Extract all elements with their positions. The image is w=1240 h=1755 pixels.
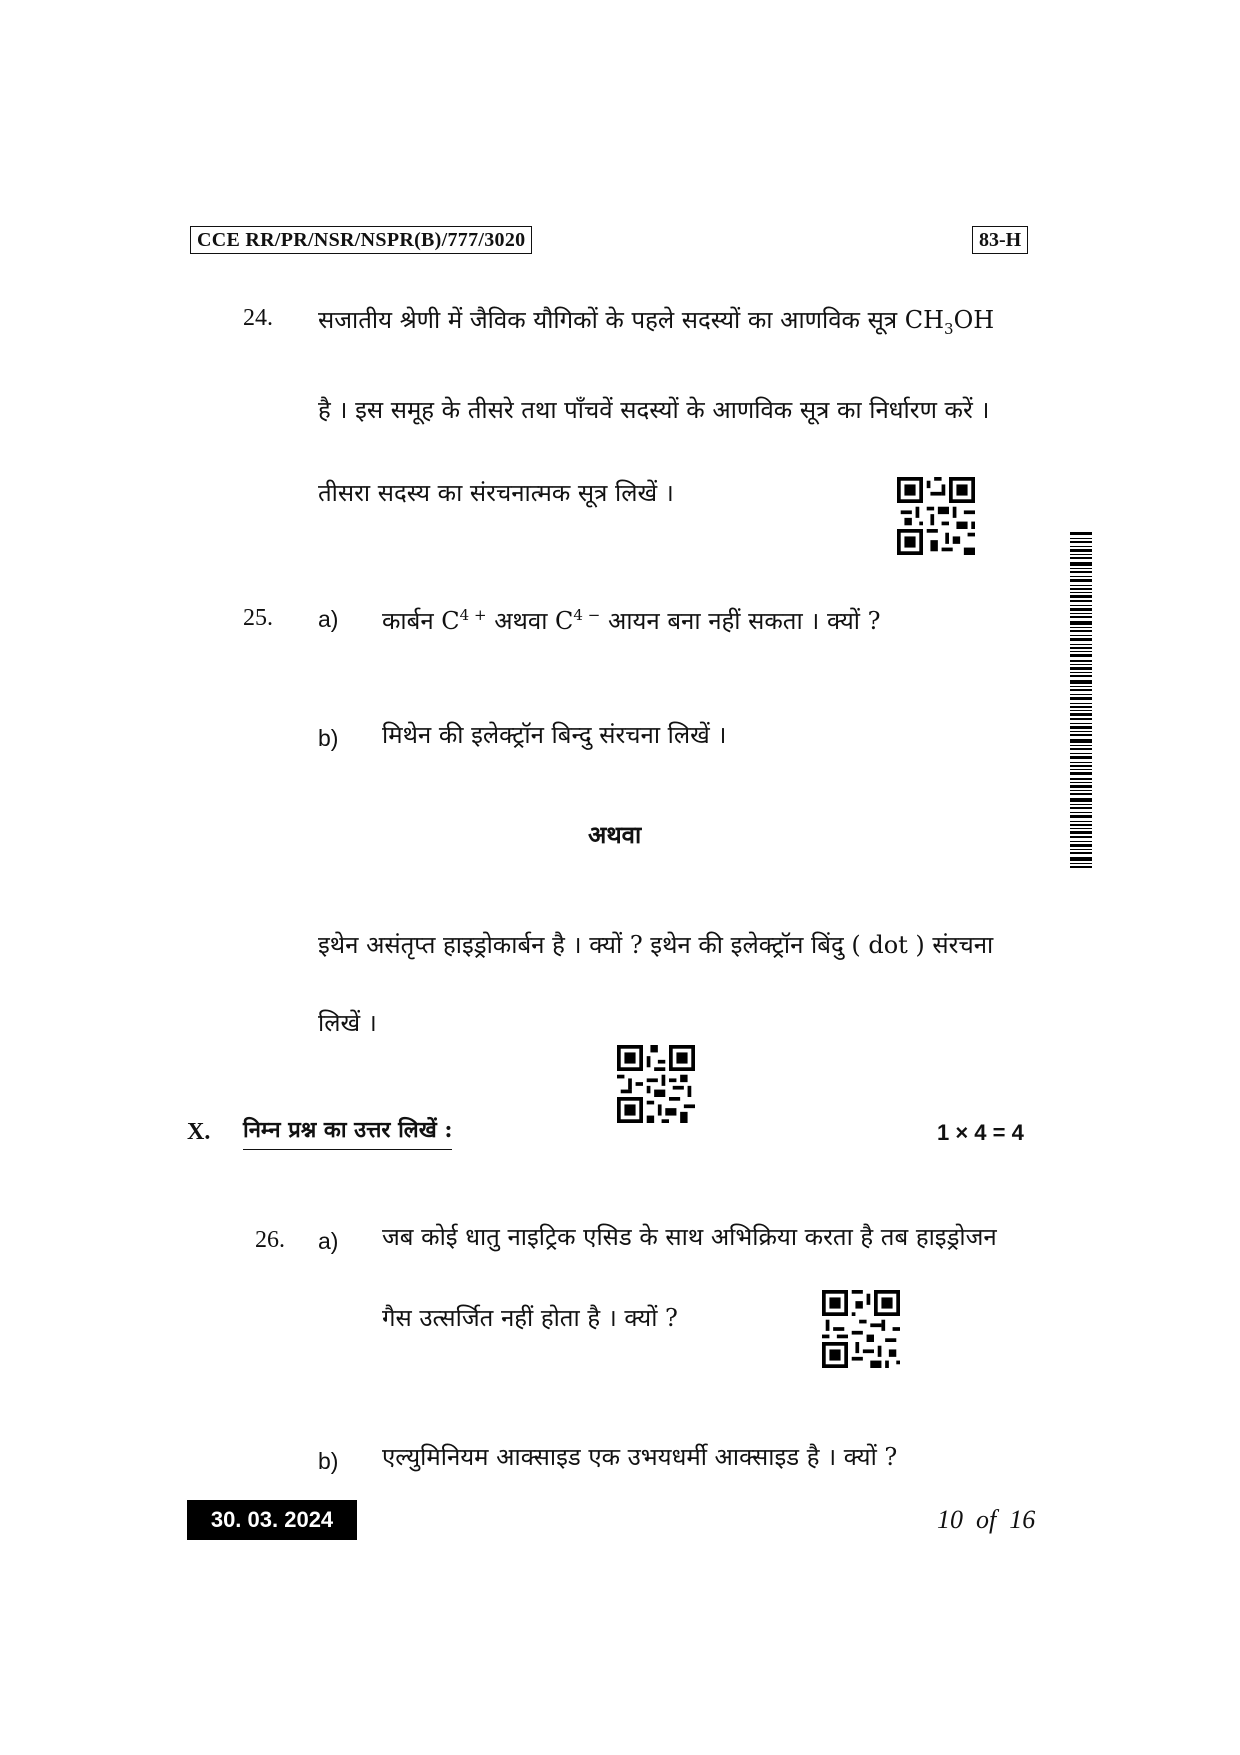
q25-a-part3: आयन बना नहीं सकता । क्यों ? — [600, 607, 881, 635]
q24-line-1-text: सजातीय श्रेणी में जैविक यौगिकों के पहले सदस्यों का आणविक सूत्र CH — [318, 306, 945, 334]
page-number: 10 of 16 — [937, 1505, 1036, 1534]
question-number-24: 24. — [243, 305, 273, 331]
paper-code: CCE RR/PR/NSR/NSPR(B)/777/3020 — [190, 226, 532, 254]
q26-a-line-1: जब कोई धातु नाइट्रिक एसिड के साथ अभिक्रिया करता है तब हाइड्रोजन — [382, 1223, 997, 1251]
q24-line-1 — [318, 305, 994, 344]
q24-line-3: तीसरा सदस्य का संरचनात्मक सूत्र लिखें । — [318, 479, 674, 507]
q25-a-part1: कार्बन C — [382, 607, 460, 635]
q24-line-2: है । इस समूह के तीसरे तथा पाँचवें सदस्यों के आणविक सूत्र का निर्धारण करें । — [318, 396, 990, 424]
q26-a-label: a) — [318, 1228, 339, 1254]
q26-a-line-2: गैस उत्सर्जित नहीं होता है । क्यों ? — [382, 1304, 678, 1332]
q25-b-text: मिथेन की इलेक्ट्रॉन बिन्दु संरचना लिखें । — [382, 721, 727, 749]
barcode-icon — [1070, 532, 1092, 868]
qr-code-icon — [897, 477, 975, 555]
q26-b-text: एल्युमिनियम आक्साइड एक उभयधर्मी आक्साइड है । क्यों ? — [382, 1443, 898, 1471]
subject-code: 83-H — [972, 226, 1028, 254]
section-roman: X. — [187, 1119, 211, 1145]
qr-code-icon — [822, 1290, 900, 1368]
q25-a-sup1: 4 + — [459, 606, 487, 624]
q24-line-1-end: OH — [953, 306, 995, 334]
question-number-25: 25. — [243, 605, 273, 631]
q25-b-label: b) — [318, 725, 339, 751]
section-marks: 1 × 4 = 4 — [937, 1120, 1024, 1145]
q25-alt-line-1: इथेन असंतृप्त हाइड्रोकार्बन है । क्यों ? इथेन की इलेक्ट्रॉन बिंदु ( dot ) संरचना — [318, 931, 994, 959]
q25-a-label: a) — [318, 606, 339, 632]
q25-a-text — [382, 600, 881, 636]
exam-date: 30. 03. 2024 — [187, 1500, 357, 1540]
or-label: अथवा — [588, 820, 642, 849]
q25-a-part2: अथवा C — [486, 607, 574, 635]
q25-a-sup2: 4 − — [573, 606, 601, 624]
q25-alt-line-2: लिखें । — [318, 1009, 377, 1037]
question-number-26: 26. — [255, 1227, 285, 1253]
q26-b-label: b) — [318, 1448, 339, 1474]
q24-subscript: 3 — [944, 319, 954, 338]
section-heading: निम्न प्रश्न का उत्तर लिखें : — [243, 1115, 452, 1150]
qr-code-icon — [617, 1045, 695, 1123]
